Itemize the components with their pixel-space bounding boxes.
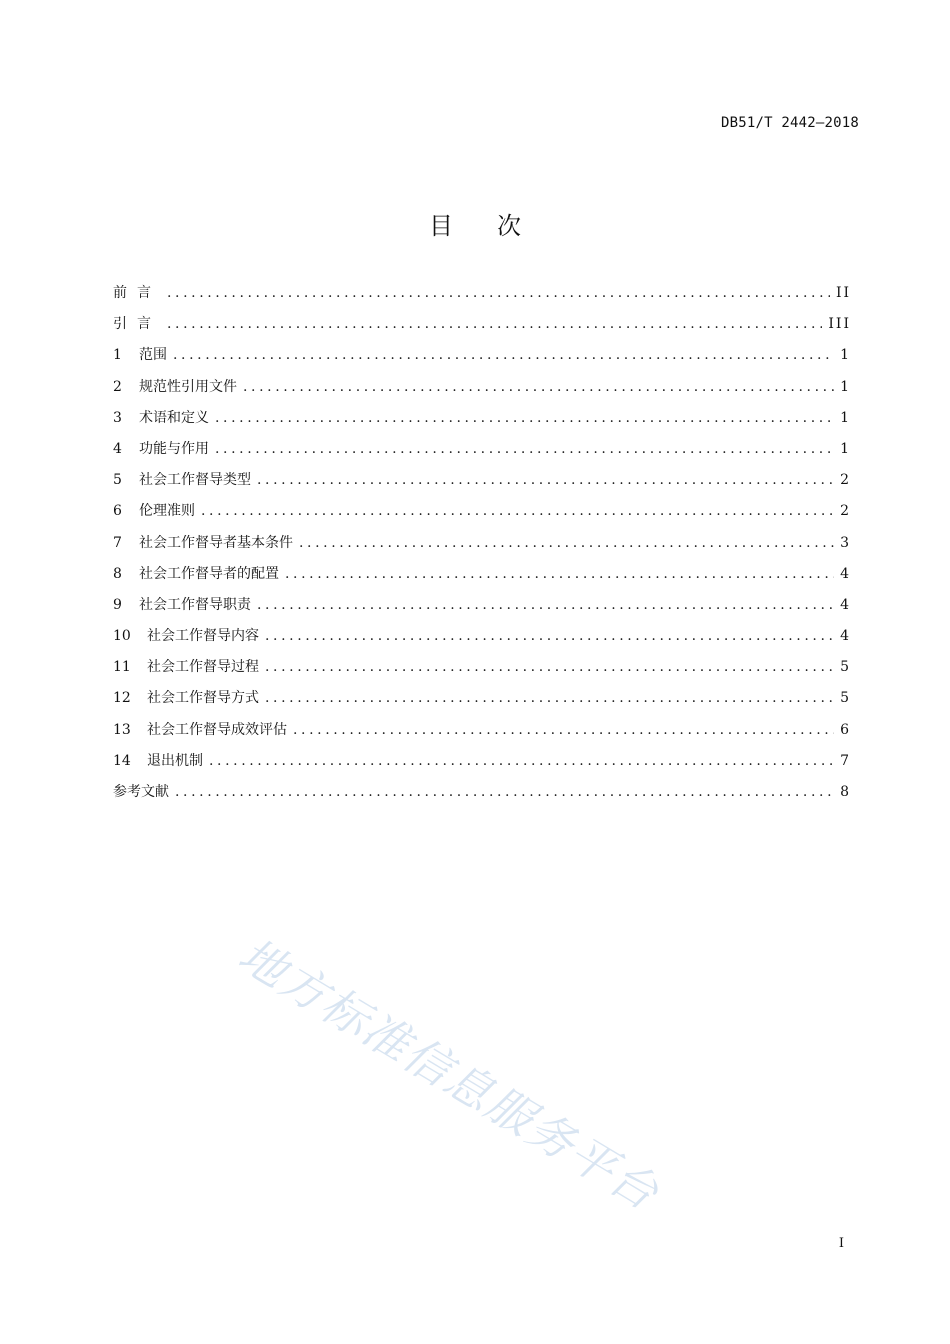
toc-entry[interactable] xyxy=(113,438,851,469)
toc-entry-page: 1 xyxy=(840,409,851,426)
toc-entry-label: 伦理准则 xyxy=(139,503,195,520)
toc-entry[interactable] xyxy=(113,407,851,438)
toc-entry-number: 1 xyxy=(113,347,122,364)
toc-entry[interactable] xyxy=(113,719,851,750)
toc-entry-label: 社会工作督导者基本条件 xyxy=(139,534,293,551)
toc-entry-label: 社会工作督导类型 xyxy=(139,472,251,489)
toc-entry-number: 13 xyxy=(113,721,131,738)
toc-entry-label: 引言 xyxy=(113,316,161,333)
toc-entry-label: 社会工作督导者的配置 xyxy=(139,565,279,582)
toc-leader-dots xyxy=(209,753,834,769)
toc-entry-page: 2 xyxy=(840,472,851,489)
toc-leader-dots xyxy=(265,690,834,706)
toc-entry-page: 8 xyxy=(840,784,851,800)
toc-entry-label: 社会工作督导职责 xyxy=(139,596,251,613)
toc-entry-page: II xyxy=(835,285,851,301)
toc-entry-page: 6 xyxy=(840,721,851,738)
toc-entry-number: 9 xyxy=(113,596,122,613)
toc-leader-dots xyxy=(299,535,834,551)
toc-entry-number: 2 xyxy=(113,378,122,395)
toc-entry-label: 社会工作督导过程 xyxy=(147,659,259,676)
toc-leader-dots xyxy=(265,659,834,675)
toc-leader-dots xyxy=(215,410,834,426)
toc-entry-number: 7 xyxy=(113,534,122,551)
toc-entry-number: 4 xyxy=(113,440,122,457)
toc-leader-dots xyxy=(265,628,834,644)
toc-entry-page: 4 xyxy=(840,596,851,613)
watermark: 地方标准信息服务平台 xyxy=(229,927,669,1221)
toc-entry-page: III xyxy=(828,316,851,333)
toc-leader-dots xyxy=(243,379,834,395)
toc-entry-number: 5 xyxy=(113,472,122,489)
page-number: I xyxy=(838,1236,844,1251)
toc-entry-label: 社会工作督导成效评估 xyxy=(147,721,287,738)
toc-entry[interactable] xyxy=(113,563,851,594)
toc-entry-number: 10 xyxy=(113,628,131,645)
toc-leader-dots xyxy=(257,597,834,613)
toc-entry[interactable] xyxy=(113,469,851,500)
toc-entry-page: 3 xyxy=(840,534,851,551)
toc-entry[interactable] xyxy=(113,750,851,781)
toc-entry[interactable] xyxy=(113,625,851,656)
toc-entry[interactable] xyxy=(113,282,851,313)
toc-entry-label: 社会工作督导方式 xyxy=(147,690,259,707)
toc-entry-label: 功能与作用 xyxy=(139,440,209,457)
toc-leader-dots xyxy=(293,722,834,738)
toc-entry[interactable] xyxy=(113,594,851,625)
toc-entry-number: 12 xyxy=(113,690,131,707)
toc-entry-label: 社会工作督导内容 xyxy=(147,628,259,645)
toc-leader-dots xyxy=(215,441,834,457)
toc-entry-label: 参考文献 xyxy=(113,784,169,800)
toc-entry-label: 范围 xyxy=(139,347,167,364)
toc-entry-page: 1 xyxy=(840,440,851,457)
toc-entry-label: 退出机制 xyxy=(147,752,203,769)
toc-entry-number: 14 xyxy=(113,752,131,769)
toc-leader-dots xyxy=(167,285,830,301)
toc-entry[interactable] xyxy=(113,656,851,687)
document-number: DB51/T 2442—2018 xyxy=(720,115,859,131)
toc-leader-dots xyxy=(257,472,834,488)
toc-entry-label: 规范性引用文件 xyxy=(139,378,237,395)
page-title: 目次 xyxy=(429,212,565,240)
toc-entry-page: 2 xyxy=(840,503,851,520)
toc-entry-label: 前言 xyxy=(113,285,161,301)
toc-entry[interactable] xyxy=(113,313,851,344)
toc-entry-page: 1 xyxy=(840,347,851,364)
toc-entry-page: 1 xyxy=(840,378,851,395)
toc-entry-number: 8 xyxy=(113,565,122,582)
toc-entry-page: 4 xyxy=(840,565,851,582)
toc-leader-dots xyxy=(285,566,834,582)
toc-leader-dots xyxy=(167,316,822,332)
toc-entry-number: 3 xyxy=(113,409,122,426)
toc-entry-page: 7 xyxy=(840,752,851,769)
toc-entry[interactable] xyxy=(113,500,851,531)
toc-entry-page: 5 xyxy=(840,659,851,676)
toc-entry[interactable] xyxy=(113,532,851,563)
toc-entry[interactable] xyxy=(113,781,851,812)
toc-leader-dots xyxy=(201,503,834,519)
toc-entry[interactable] xyxy=(113,687,851,718)
toc-entry-number: 11 xyxy=(113,659,131,676)
toc-entry[interactable] xyxy=(113,376,851,407)
toc-entry-page: 4 xyxy=(840,628,851,645)
toc-entry-label: 术语和定义 xyxy=(139,409,209,426)
toc-entry-page: 5 xyxy=(840,690,851,707)
table-of-contents xyxy=(113,282,851,812)
toc-leader-dots xyxy=(173,347,834,363)
toc-leader-dots xyxy=(175,784,834,800)
toc-entry[interactable] xyxy=(113,344,851,375)
toc-entry-number: 6 xyxy=(113,503,122,520)
